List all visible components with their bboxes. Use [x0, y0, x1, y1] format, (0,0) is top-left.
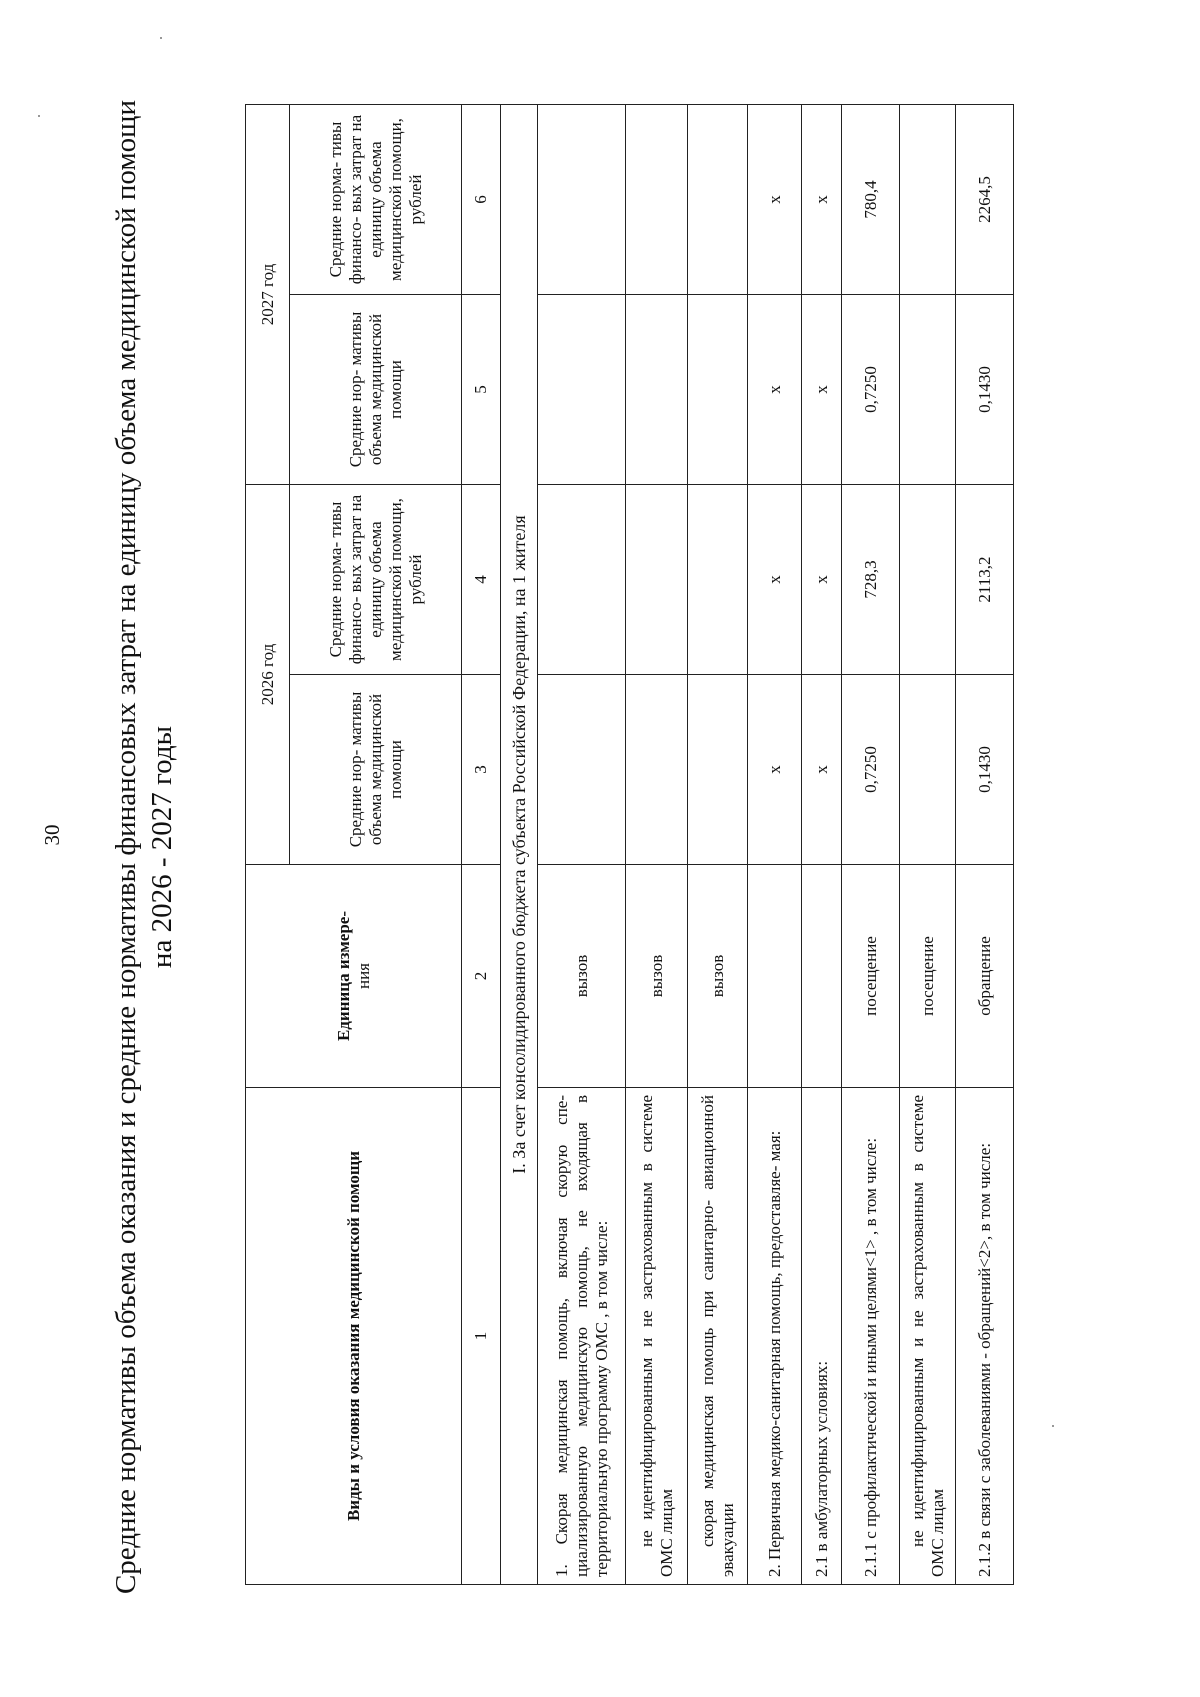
column-number: 3	[462, 675, 501, 865]
row-unit: вызов	[626, 865, 688, 1088]
row-unit	[748, 865, 802, 1088]
row-volume-2027: х	[802, 295, 842, 485]
row-volume-2027	[538, 295, 626, 485]
header-cost-2026: Средние норма- тивы финансо- вых затрат на единицу объема медицинской помощи, рублей	[290, 485, 462, 675]
column-numbers-row	[462, 105, 501, 1585]
row-cost-2026	[900, 485, 956, 675]
row-label: 2.1.1 с профилактической и иными целями<1> , в том числе:	[842, 1088, 900, 1585]
table-row	[688, 105, 748, 1585]
row-volume-2027	[626, 295, 688, 485]
column-number: 1	[462, 1088, 501, 1585]
row-cost-2027	[538, 105, 626, 295]
row-label: скорая медицинская помощь при санитарно- авиационной эвакуации	[688, 1088, 748, 1585]
scan-speck	[1052, 1425, 1054, 1427]
table-row	[626, 105, 688, 1585]
row-cost-2026: 728,3	[842, 485, 900, 675]
title-line-2: на 2026 - 2027 годы	[146, 725, 178, 969]
row-unit: обращение	[956, 865, 1014, 1088]
row-label: 2. Первичная медико-санитарная помощь, предоставляе- мая:	[748, 1088, 802, 1585]
row-unit: вызов	[688, 865, 748, 1088]
header-unit	[246, 865, 462, 1088]
header-volume-2026: Средние нор- мативы объема медицинской помощи	[290, 675, 462, 865]
row-volume-2027: 0,1430	[956, 295, 1014, 485]
table-row	[900, 105, 956, 1585]
row-cost-2026	[688, 485, 748, 675]
row-volume-2026: х	[802, 675, 842, 865]
row-volume-2027	[688, 295, 748, 485]
section-row	[501, 105, 538, 1585]
scan-speck	[38, 115, 40, 117]
column-number: 6	[462, 105, 501, 295]
row-cost-2027: 780,4	[842, 105, 900, 295]
table-row	[956, 105, 1014, 1585]
row-label: не идентифицированным и не застрахованным в системе ОМС лицам	[900, 1088, 956, 1585]
row-volume-2026	[626, 675, 688, 865]
row-label: 1. Скорая медицинская помощь, включая скорую спе- циализированную медицинскую помощь, не входящая в территориальную программу ОМС , в том числе:	[538, 1088, 626, 1585]
column-number: 2	[462, 865, 501, 1088]
page-number: 30	[40, 824, 64, 846]
table-row	[748, 105, 802, 1585]
column-number: 4	[462, 485, 501, 675]
row-label: не идентифицированным и не застрахованным в системе ОМС лицам	[626, 1088, 688, 1585]
row-volume-2026: х	[748, 675, 802, 865]
row-volume-2026	[688, 675, 748, 865]
header-unit-rest: ния	[353, 963, 373, 990]
row-volume-2026: 0,1430	[956, 675, 1014, 865]
header-volume-2027: Средние нор- мативы объема медицинской помощи	[290, 295, 462, 485]
row-unit: посещение	[842, 865, 900, 1088]
row-cost-2027	[688, 105, 748, 295]
header-year-2026: 2026 год	[246, 485, 290, 865]
row-volume-2027: 0,7250	[842, 295, 900, 485]
table-row	[842, 105, 900, 1585]
header-year-2027: 2027 год	[246, 105, 290, 485]
table-row	[802, 105, 842, 1585]
row-volume-2027: х	[748, 295, 802, 485]
scan-speck	[160, 37, 162, 39]
row-volume-2026: 0,7250	[842, 675, 900, 865]
header-cost-2027: Средние норма- тивы финансо- вых затрат на единицу объема медицинской помощи, рублей	[290, 105, 462, 295]
row-cost-2026: 2113,2	[956, 485, 1014, 675]
norms-table	[245, 104, 1014, 1585]
table-row	[538, 105, 626, 1585]
header-kinds: Виды и условия оказания медицинской помощи	[246, 1088, 462, 1585]
section-title: I. За счет консолидированного бюджета субъекта Российской Федерации, на 1 жителя	[501, 105, 538, 1585]
row-cost-2026: х	[802, 485, 842, 675]
row-cost-2027: 2264,5	[956, 105, 1014, 295]
row-cost-2026	[626, 485, 688, 675]
row-label: 2.1 в амбулаторных условиях:	[802, 1088, 842, 1585]
row-unit: посещение	[900, 865, 956, 1088]
row-cost-2027: х	[748, 105, 802, 295]
document-title	[108, 67, 180, 1627]
row-cost-2027	[900, 105, 956, 295]
header-unit-bold: Единица измере-	[333, 910, 353, 1042]
row-unit	[802, 865, 842, 1088]
row-cost-2026	[538, 485, 626, 675]
title-line-1: Средние нормативы объема оказания и средние нормативы финансовых затрат на единицу объема медицинской помощи	[110, 99, 142, 1595]
row-cost-2027: х	[802, 105, 842, 295]
row-unit: вызов	[538, 865, 626, 1088]
row-cost-2027	[626, 105, 688, 295]
row-volume-2027	[900, 295, 956, 485]
row-volume-2026	[900, 675, 956, 865]
row-volume-2026	[538, 675, 626, 865]
row-label: 2.1.2 в связи с заболеваниями - обращений<2>, в том числе:	[956, 1088, 1014, 1585]
row-cost-2026: х	[748, 485, 802, 675]
column-number: 5	[462, 295, 501, 485]
